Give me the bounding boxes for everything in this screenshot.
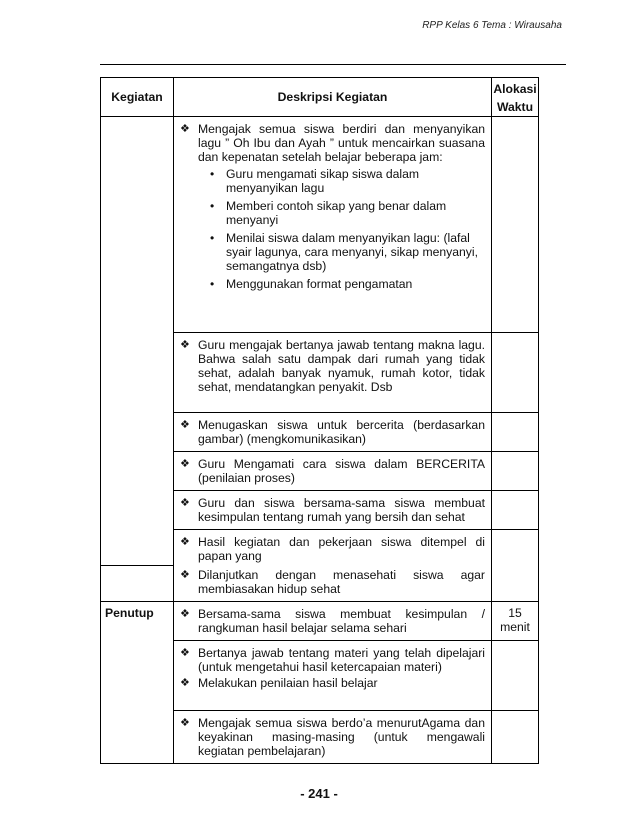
diamond-bullet-icon: ❖ <box>180 339 190 351</box>
desc-cell <box>174 711 492 764</box>
desc-cell <box>174 333 492 413</box>
header-rule <box>100 64 566 65</box>
desc-cell <box>174 491 492 530</box>
time-cell <box>492 641 539 711</box>
desc-cell <box>174 602 492 641</box>
list-item <box>180 122 485 164</box>
time-cell <box>492 711 539 764</box>
item-text: Guru dan siswa bersama-sama siswa membuat kesimpulan tentang rumah yang bersih dan sehat <box>198 496 485 524</box>
diamond-bullet-icon: ❖ <box>180 123 190 135</box>
sub-list-item: • Menggunakan format pengamatan <box>226 277 485 291</box>
sub-list <box>180 167 485 291</box>
list-item <box>180 607 485 635</box>
time-cell <box>492 530 539 602</box>
list-item <box>180 716 485 758</box>
list-item <box>180 418 485 446</box>
desc-cell <box>174 413 492 452</box>
activity-table <box>100 77 539 764</box>
diamond-bullet-icon: ❖ <box>180 458 190 470</box>
col-header-deskripsi: Deskripsi Kegiatan <box>174 78 492 117</box>
item-text: Guru mengajak bertanya jawab tentang makna lagu. Bahwa salah satu dampak dari rumah yang tidak sehat, adalah banyak nyamuk, rumah kotor, tidak sehat, mendatangkan penyakit. Dsb <box>198 338 485 394</box>
list-item <box>180 535 485 563</box>
sub-list-item: • Memberi contoh sikap yang benar dalam menyanyi <box>226 199 485 227</box>
diamond-bullet-icon: ❖ <box>180 497 190 509</box>
desc-cell <box>174 117 492 333</box>
time-cell <box>492 452 539 491</box>
table-row <box>101 117 539 333</box>
time-cell <box>492 333 539 413</box>
kegiatan-cell <box>101 566 174 602</box>
col-header-alokasi-line2: Waktu <box>496 100 534 114</box>
list-item <box>180 676 485 690</box>
list-item <box>180 338 485 394</box>
time-cell <box>492 117 539 333</box>
desc-cell <box>174 452 492 491</box>
item-text: Hasil kegiatan dan pekerjaan siswa ditempel di papan yang <box>198 535 485 563</box>
list-item <box>180 496 485 524</box>
desc-cell <box>174 641 492 711</box>
kegiatan-cell <box>101 117 174 566</box>
list-item <box>180 646 485 674</box>
time-cell <box>492 491 539 530</box>
item-text: Melakukan penilaian hasil belajar <box>198 676 378 690</box>
item-text: Bersama-sama siswa membuat kesimpulan / rangkuman hasil belajar selama sehari <box>198 607 485 635</box>
col-header-kegiatan: Kegiatan <box>101 78 174 117</box>
sub-list-item: • Guru mengamati sikap siswa dalam menyanyikan lagu <box>226 167 485 195</box>
table-header-row <box>101 78 539 117</box>
list-item <box>180 457 485 485</box>
kegiatan-cell-penutup: Penutup <box>101 602 174 764</box>
time-cell <box>492 413 539 452</box>
item-text: Bertanya jawab tentang materi yang telah dipelajari (untuk mengetahui hasil ketercapaian materi) <box>198 646 485 674</box>
col-header-alokasi <box>492 78 539 117</box>
item-text: Guru Mengamati cara siswa dalam BERCERITA (penilaian proses) <box>198 457 485 485</box>
item-text: Menugaskan siswa untuk bercerita (berdasarkan gambar) (mengkomunikasikan) <box>198 418 485 446</box>
diamond-bullet-icon: ❖ <box>180 677 190 689</box>
diamond-bullet-icon: ❖ <box>180 717 190 729</box>
table-row <box>101 602 539 641</box>
diamond-bullet-icon: ❖ <box>180 569 190 581</box>
diamond-bullet-icon: ❖ <box>180 608 190 620</box>
page-number: - 241 - <box>300 786 338 801</box>
diamond-bullet-icon: ❖ <box>180 647 190 659</box>
list-item <box>180 568 485 596</box>
time-cell-penutup: 15 menit <box>492 602 539 641</box>
item-text: Mengajak semua siswa berdo’a menurutAgama dan keyakinan masing-masing (untuk mengawali kegiatan pembelajaran) <box>198 716 485 758</box>
item-text: Mengajak semua siswa berdiri dan menyanyikan lagu ” Oh Ibu dan Ayah ” untuk mencairkan suasana dan kepenatan setelah belajar beberapa jam: <box>198 122 485 164</box>
col-header-alokasi-line1: Alokasi <box>493 82 537 96</box>
diamond-bullet-icon: ❖ <box>180 536 190 548</box>
item-text: Dilanjutkan dengan menasehati siswa agar membiasakan hidup sehat <box>198 568 485 596</box>
sub-list-item: • Menilai siswa dalam menyanyikan lagu: (lafal syair lagunya, cara menyanyi, sikap menyanyi, semangatnya dsb) <box>226 231 485 273</box>
diamond-bullet-icon: ❖ <box>180 419 190 431</box>
running-header: RPP Kelas 6 Tema : Wirausaha <box>422 20 562 31</box>
desc-cell <box>174 530 492 602</box>
